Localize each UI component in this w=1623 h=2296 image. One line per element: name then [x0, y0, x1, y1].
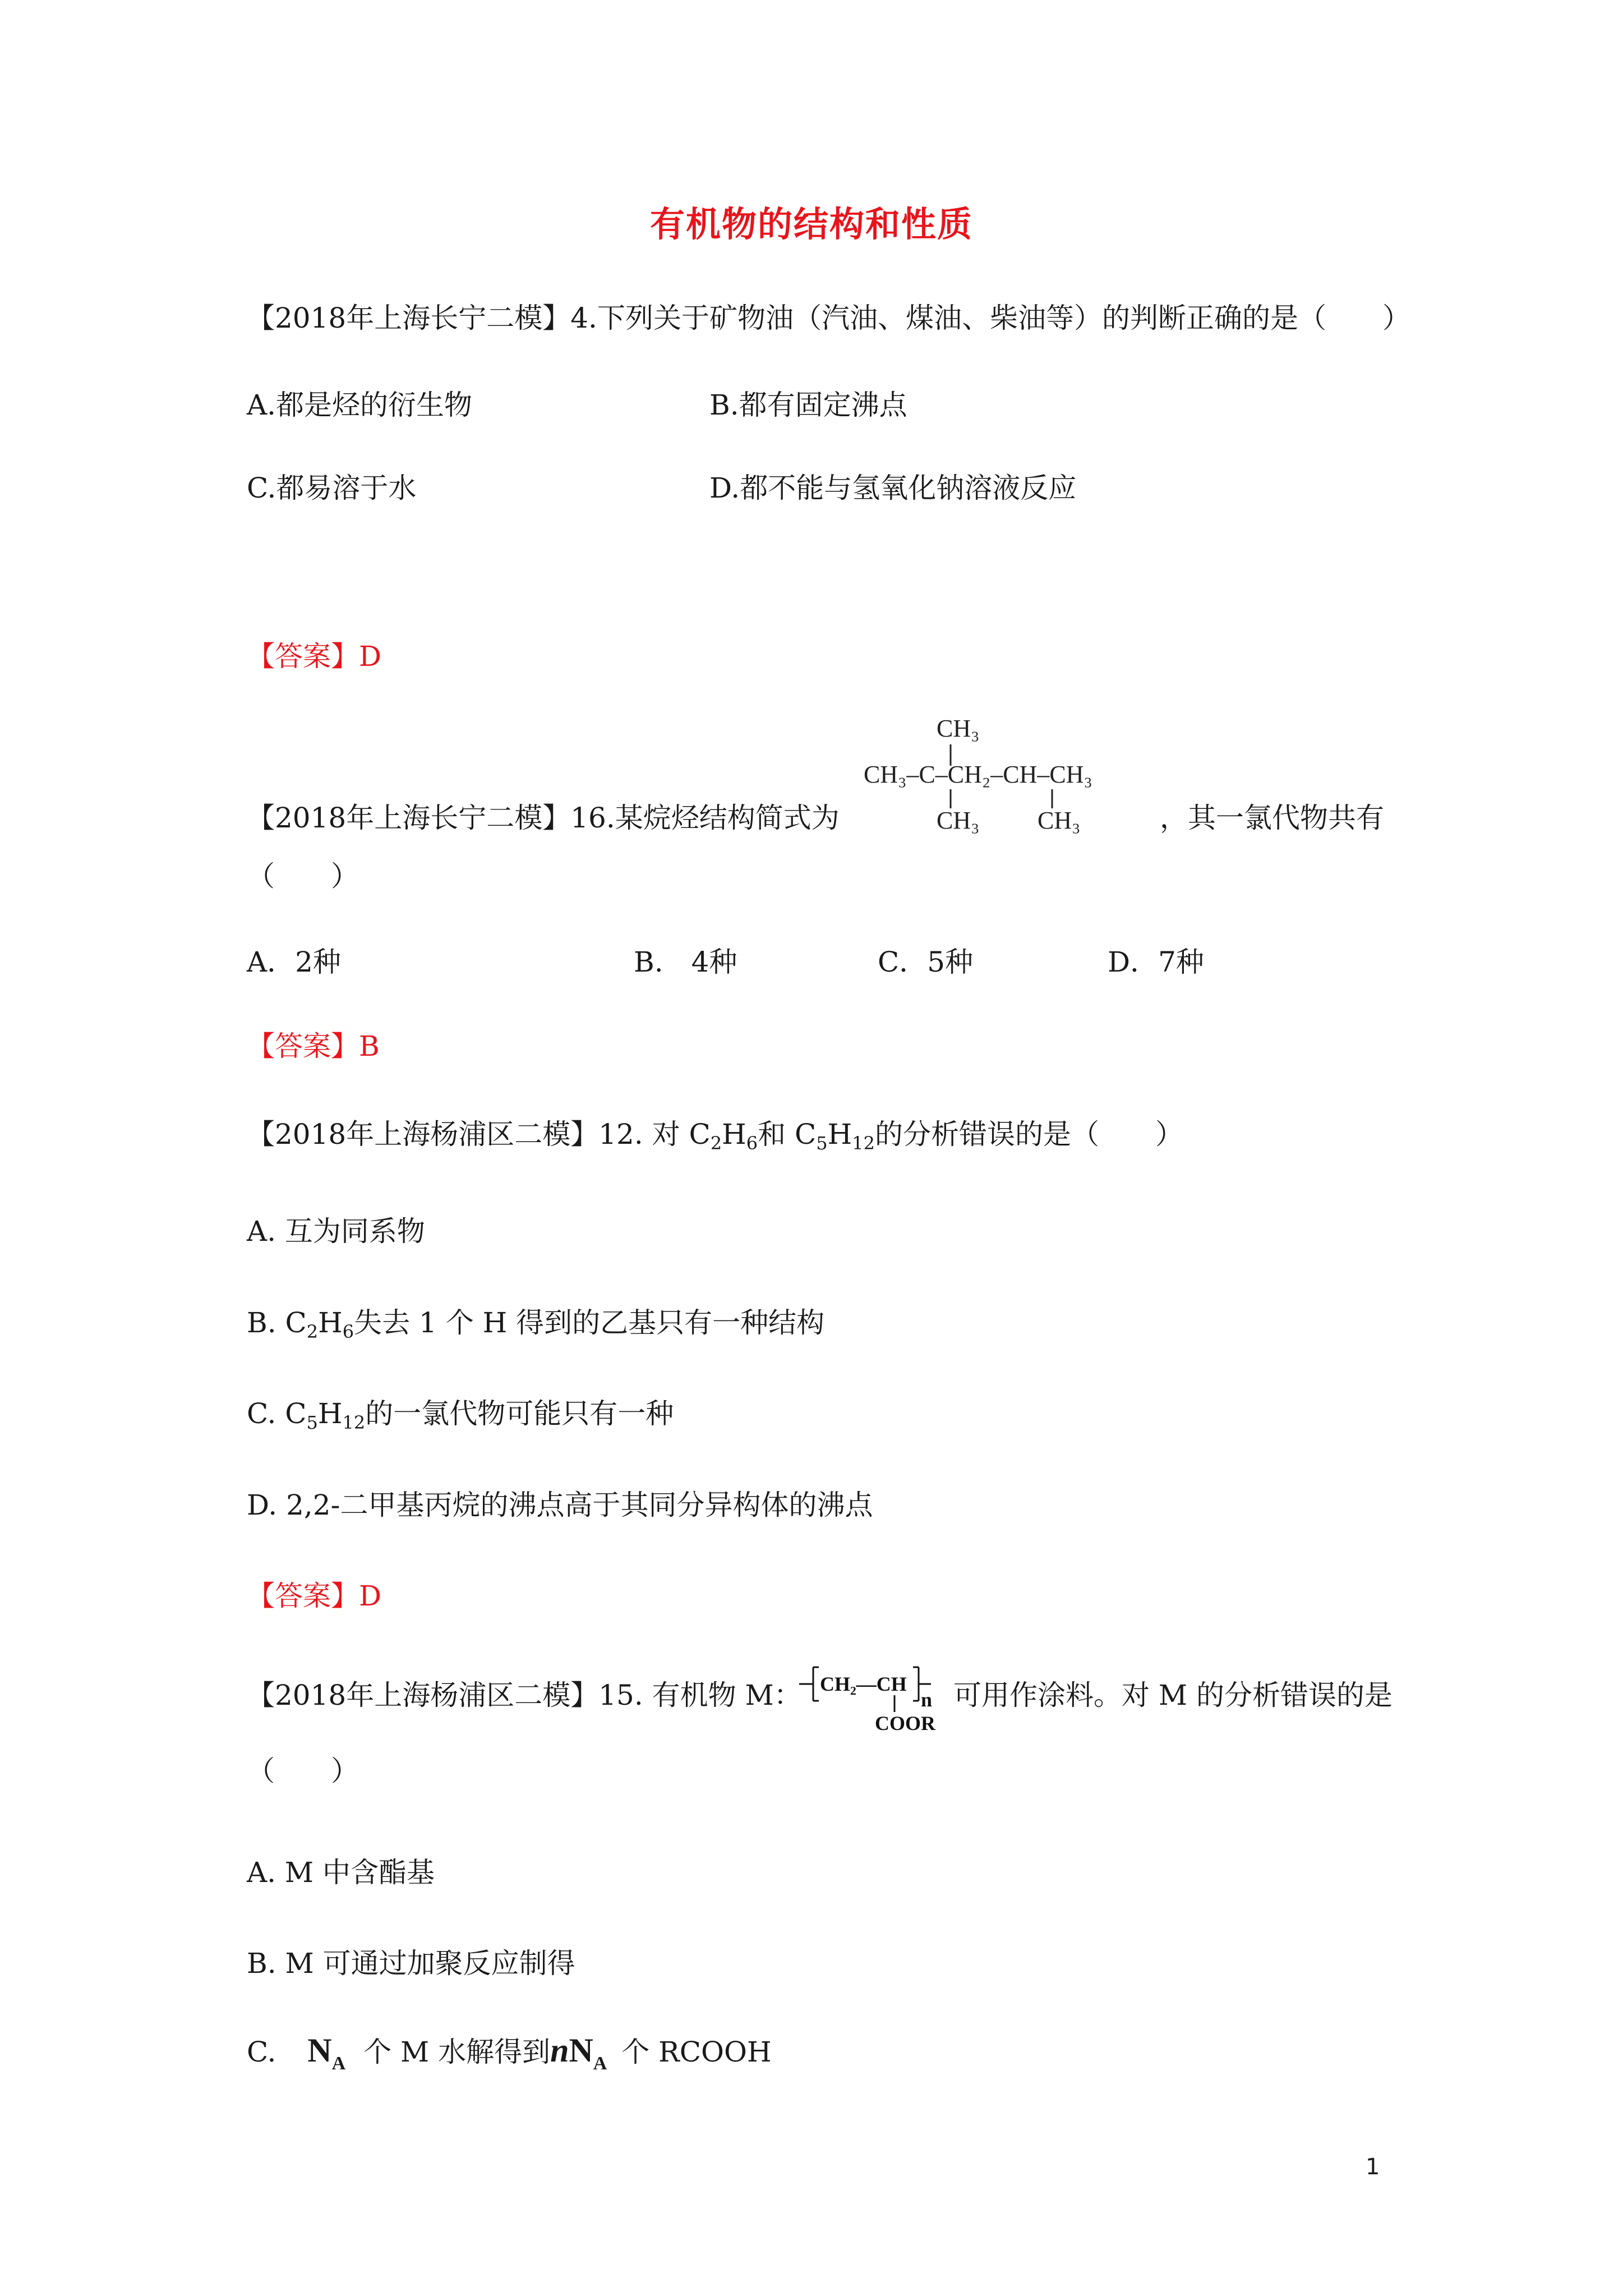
q1-option-d: D.都不能与氢氧化钠溶液反应 — [709, 472, 1077, 504]
polymer-n-subscript: n — [921, 1688, 933, 1711]
q1-option-b: B.都有固定沸点 — [709, 389, 907, 421]
q2-option-a: A．2种 — [247, 946, 341, 978]
page-title: 有机物的结构和性质 — [649, 204, 973, 245]
formula-bottom-methyl-left: CH₃ — [937, 807, 980, 834]
q2-option-d: D．7种 — [1108, 946, 1204, 978]
polymer-ester-group: COOR — [875, 1712, 935, 1734]
formula-main-chain: CH₃–C–CH₂–CH–CH₃ — [864, 761, 1092, 788]
q3-option-d: D. 2,2-二甲基丙烷的沸点高于其同分异构体的沸点 — [247, 1489, 873, 1521]
q1-option-c: C.都易溶于水 — [247, 472, 417, 504]
polymer-backbone: CH₂—CH — [820, 1673, 907, 1695]
q3-option-a: A. 互为同系物 — [247, 1215, 425, 1248]
q2-option-b: B. 4种 — [634, 946, 737, 978]
question-4-paren: （ ） — [247, 1755, 359, 1787]
formula-bottom-methyl-right: CH₃ — [1038, 807, 1081, 834]
q2-option-c: C．5种 — [878, 946, 974, 978]
question-1-stem: 【2018年上海长宁二模】4.下列关于矿物油（汽油、煤油、柴油等）的判断正确的是（ ） — [247, 302, 1410, 334]
q2-answer: 【答案】B — [247, 1030, 380, 1062]
q4-option-a: A. M 中含酯基 — [247, 1856, 435, 1889]
page-number: 1 — [1366, 2154, 1380, 2180]
structural-formula-alkane — [858, 710, 1161, 844]
q3-answer: 【答案】D — [247, 1580, 382, 1612]
q4-option-c: C. $N_A$ 个 M 水解得到$nN_A$ 个 RCOOH — [247, 2032, 772, 2074]
q3-option-c: C. $C_5H_{12}$的一氯代物可能只有一种 — [247, 1397, 674, 1433]
question-4-stem-before: 【2018年上海杨浦区二模】15. 有机物 M： — [247, 1679, 802, 1711]
formula-top-methyl: CH₃ — [937, 715, 980, 742]
q3-option-b: B. $C_2H_6$失去 1 个 H 得到的乙基只有一种结构 — [247, 1306, 825, 1342]
q1-answer: 【答案】D — [247, 640, 382, 673]
question-2-stem-after: ，其一氯代物共有 — [1160, 802, 1384, 834]
polymer-formula — [796, 1662, 953, 1734]
question-4-stem-after: 可用作涂料。对 M 的分析错误的是 — [953, 1679, 1393, 1711]
question-2-paren: （ ） — [247, 860, 359, 892]
question-2-stem-before: 【2018年上海长宁二模】16.某烷烃结构简式为 — [247, 802, 840, 834]
q1-option-a: A.都是烃的衍生物 — [247, 389, 473, 421]
q4-option-b: B. M 可通过加聚反应制得 — [247, 1947, 575, 1980]
question-3-stem: 【2018年上海杨浦区二模】12. 对 $C_2H_6$和 $C_5H_{12}$的分析错误的是（ ） — [247, 1118, 1183, 1154]
